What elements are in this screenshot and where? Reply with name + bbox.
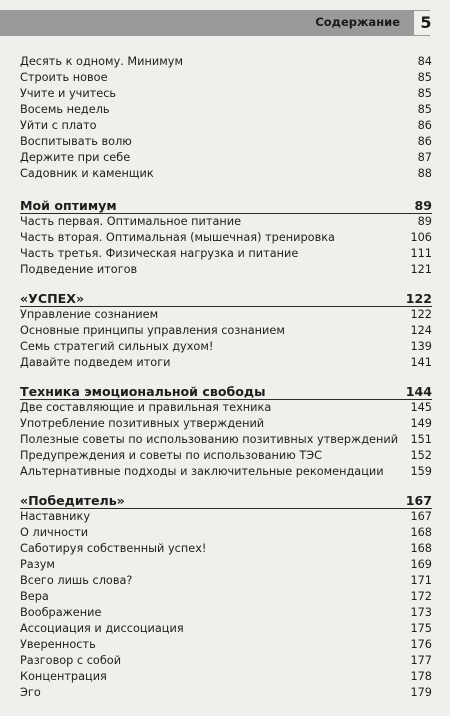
toc-entry-title: Всего лишь слова? bbox=[20, 574, 133, 587]
toc-entry bbox=[20, 230, 432, 246]
toc-entry-title: Подведение итогов bbox=[20, 263, 138, 276]
toc-entry bbox=[20, 246, 432, 262]
toc-entry-title: Вера bbox=[20, 590, 49, 603]
toc-entry bbox=[20, 118, 432, 134]
toc-entry-page: 177 bbox=[410, 654, 432, 667]
toc-section-heading bbox=[20, 291, 432, 307]
toc-entry-title: Разум bbox=[20, 558, 55, 571]
toc-entry-page: 151 bbox=[410, 433, 432, 446]
toc-entry-title: Мой оптимум bbox=[20, 198, 117, 213]
toc-entry-title: «УСПЕХ» bbox=[20, 291, 85, 306]
toc-entry bbox=[20, 307, 432, 323]
toc-entry bbox=[20, 685, 432, 701]
toc-entry-title: Две составляющие и правильная техника bbox=[20, 401, 272, 414]
toc-entry bbox=[20, 166, 432, 182]
toc-entry-page: 139 bbox=[410, 340, 432, 353]
toc-entry bbox=[20, 621, 432, 637]
toc-entry bbox=[20, 448, 432, 464]
toc-entry-title: Концентрация bbox=[20, 670, 107, 683]
toc-entry-title: Воображение bbox=[20, 606, 102, 619]
toc-entry-title: Часть третья. Физическая нагрузка и питание bbox=[20, 247, 299, 260]
toc-entry-page: 144 bbox=[405, 384, 432, 399]
page-number: 5 bbox=[414, 11, 438, 35]
toc-entry bbox=[20, 355, 432, 371]
toc-entry-title: О личности bbox=[20, 526, 89, 539]
toc-entry-title: Садовник и каменщик bbox=[20, 167, 154, 180]
toc-entry bbox=[20, 416, 432, 432]
toc-entry-title: Уверенность bbox=[20, 638, 96, 651]
toc-section-heading bbox=[20, 198, 432, 214]
toc-entry-page: 86 bbox=[417, 135, 432, 148]
toc-entry-page: 89 bbox=[414, 198, 432, 213]
toc-entry-page: 87 bbox=[417, 151, 432, 164]
toc-entry-page: 141 bbox=[410, 356, 432, 369]
toc-entry-page: 176 bbox=[410, 638, 432, 651]
toc-entry-title: Саботируя собственный успех! bbox=[20, 542, 207, 555]
toc-entry-title: Семь стратегий сильных духом! bbox=[20, 340, 214, 353]
toc-entry bbox=[20, 605, 432, 621]
toc-entry-page: 149 bbox=[410, 417, 432, 430]
toc-entry-page: 168 bbox=[410, 542, 432, 555]
section-rule bbox=[20, 306, 432, 307]
toc-entry bbox=[20, 323, 432, 339]
toc-entry-page: 169 bbox=[410, 558, 432, 571]
toc-entry bbox=[20, 573, 432, 589]
toc-entry-page: 121 bbox=[410, 263, 432, 276]
toc-entry-title: Техника эмоциональной свободы bbox=[20, 384, 266, 399]
toc-entry-title: Строить новое bbox=[20, 71, 108, 84]
toc-entry-page: 172 bbox=[410, 590, 432, 603]
toc-entry bbox=[20, 525, 432, 541]
toc-entry bbox=[20, 637, 432, 653]
toc-entry bbox=[20, 262, 432, 278]
toc-entry-page: 124 bbox=[410, 324, 432, 337]
toc-entry bbox=[20, 150, 432, 166]
section-rule bbox=[20, 213, 432, 214]
toc-entry bbox=[20, 214, 432, 230]
toc-entry-page: 122 bbox=[405, 291, 432, 306]
toc-entry-page: 167 bbox=[410, 510, 432, 523]
toc-entry-title: Уйти с плато bbox=[20, 119, 97, 132]
toc-entry-page: 152 bbox=[410, 449, 432, 462]
toc-entry-page: 168 bbox=[410, 526, 432, 539]
toc-entry-page: 178 bbox=[410, 670, 432, 683]
toc-entry-title: Учите и учитесь bbox=[20, 87, 117, 100]
toc-entry-page: 85 bbox=[417, 87, 432, 100]
toc-entry-title: Часть первая. Оптимальное питание bbox=[20, 215, 242, 228]
toc-entry-title: Основные принципы управления сознанием bbox=[20, 324, 285, 337]
toc-entry bbox=[20, 541, 432, 557]
toc-entry bbox=[20, 86, 432, 102]
toc-entry-title: Разговор с собой bbox=[20, 654, 122, 667]
toc-entry-page: 106 bbox=[410, 231, 432, 244]
toc-entry-page: 167 bbox=[405, 493, 432, 508]
header-title: Содержание bbox=[315, 15, 400, 29]
toc-entry-page: 159 bbox=[410, 465, 432, 478]
toc-entry bbox=[20, 54, 432, 70]
toc-entry-title: Полезные советы по использованию позитивных утверждений bbox=[20, 433, 399, 446]
toc-entry bbox=[20, 134, 432, 150]
toc-entry-title: Воспитывать волю bbox=[20, 135, 132, 148]
toc-entry-title: Ассоциация и диссоциация bbox=[20, 622, 184, 635]
toc-entry-page: 85 bbox=[417, 71, 432, 84]
section-rule bbox=[20, 508, 432, 509]
toc-entry bbox=[20, 464, 432, 480]
toc-entry bbox=[20, 102, 432, 118]
toc-entry-page: 179 bbox=[410, 686, 432, 699]
toc-entry-page: 88 bbox=[417, 167, 432, 180]
toc-entry bbox=[20, 669, 432, 685]
toc-entry-page: 85 bbox=[417, 103, 432, 116]
toc-entry bbox=[20, 339, 432, 355]
toc-entry bbox=[20, 509, 432, 525]
toc-entry bbox=[20, 400, 432, 416]
toc-entry-title: Употребление позитивных утверждений bbox=[20, 417, 265, 430]
toc-entry-title: Альтернативные подходы и заключительные рекомендации bbox=[20, 465, 384, 478]
toc-entry-page: 122 bbox=[410, 308, 432, 321]
toc-entry-page: 173 bbox=[410, 606, 432, 619]
toc-entry-title: «Победитель» bbox=[20, 493, 125, 508]
toc-entry-page: 145 bbox=[410, 401, 432, 414]
toc-entry-page: 111 bbox=[410, 247, 432, 260]
toc-entry-title: Часть вторая. Оптимальная (мышечная) тренировка bbox=[20, 231, 335, 244]
toc-entry-title: Управление сознанием bbox=[20, 308, 159, 321]
toc-entry bbox=[20, 557, 432, 573]
toc-entry-title: Эго bbox=[20, 686, 41, 699]
toc-entry bbox=[20, 653, 432, 669]
toc-entry-title: Восемь недель bbox=[20, 103, 110, 116]
toc-entry-page: 175 bbox=[410, 622, 432, 635]
toc-entry-title: Предупреждения и советы по использованию ТЭС bbox=[20, 449, 323, 462]
toc-entry-page: 86 bbox=[417, 119, 432, 132]
toc-entry bbox=[20, 589, 432, 605]
page-header bbox=[0, 10, 450, 36]
toc-section-heading bbox=[20, 384, 432, 400]
toc-entry-title: Наставнику bbox=[20, 510, 91, 523]
toc-entry-title: Давайте подведем итоги bbox=[20, 356, 171, 369]
toc-section-heading bbox=[20, 493, 432, 509]
toc-entry-page: 171 bbox=[410, 574, 432, 587]
section-rule bbox=[20, 399, 432, 400]
toc-entry bbox=[20, 432, 432, 448]
toc-entry-page: 84 bbox=[417, 55, 432, 68]
toc-entry-title: Держите при себе bbox=[20, 151, 131, 164]
toc-entry-page: 89 bbox=[417, 215, 432, 228]
toc-entry bbox=[20, 70, 432, 86]
toc-entry-title: Десять к одному. Минимум bbox=[20, 55, 183, 68]
